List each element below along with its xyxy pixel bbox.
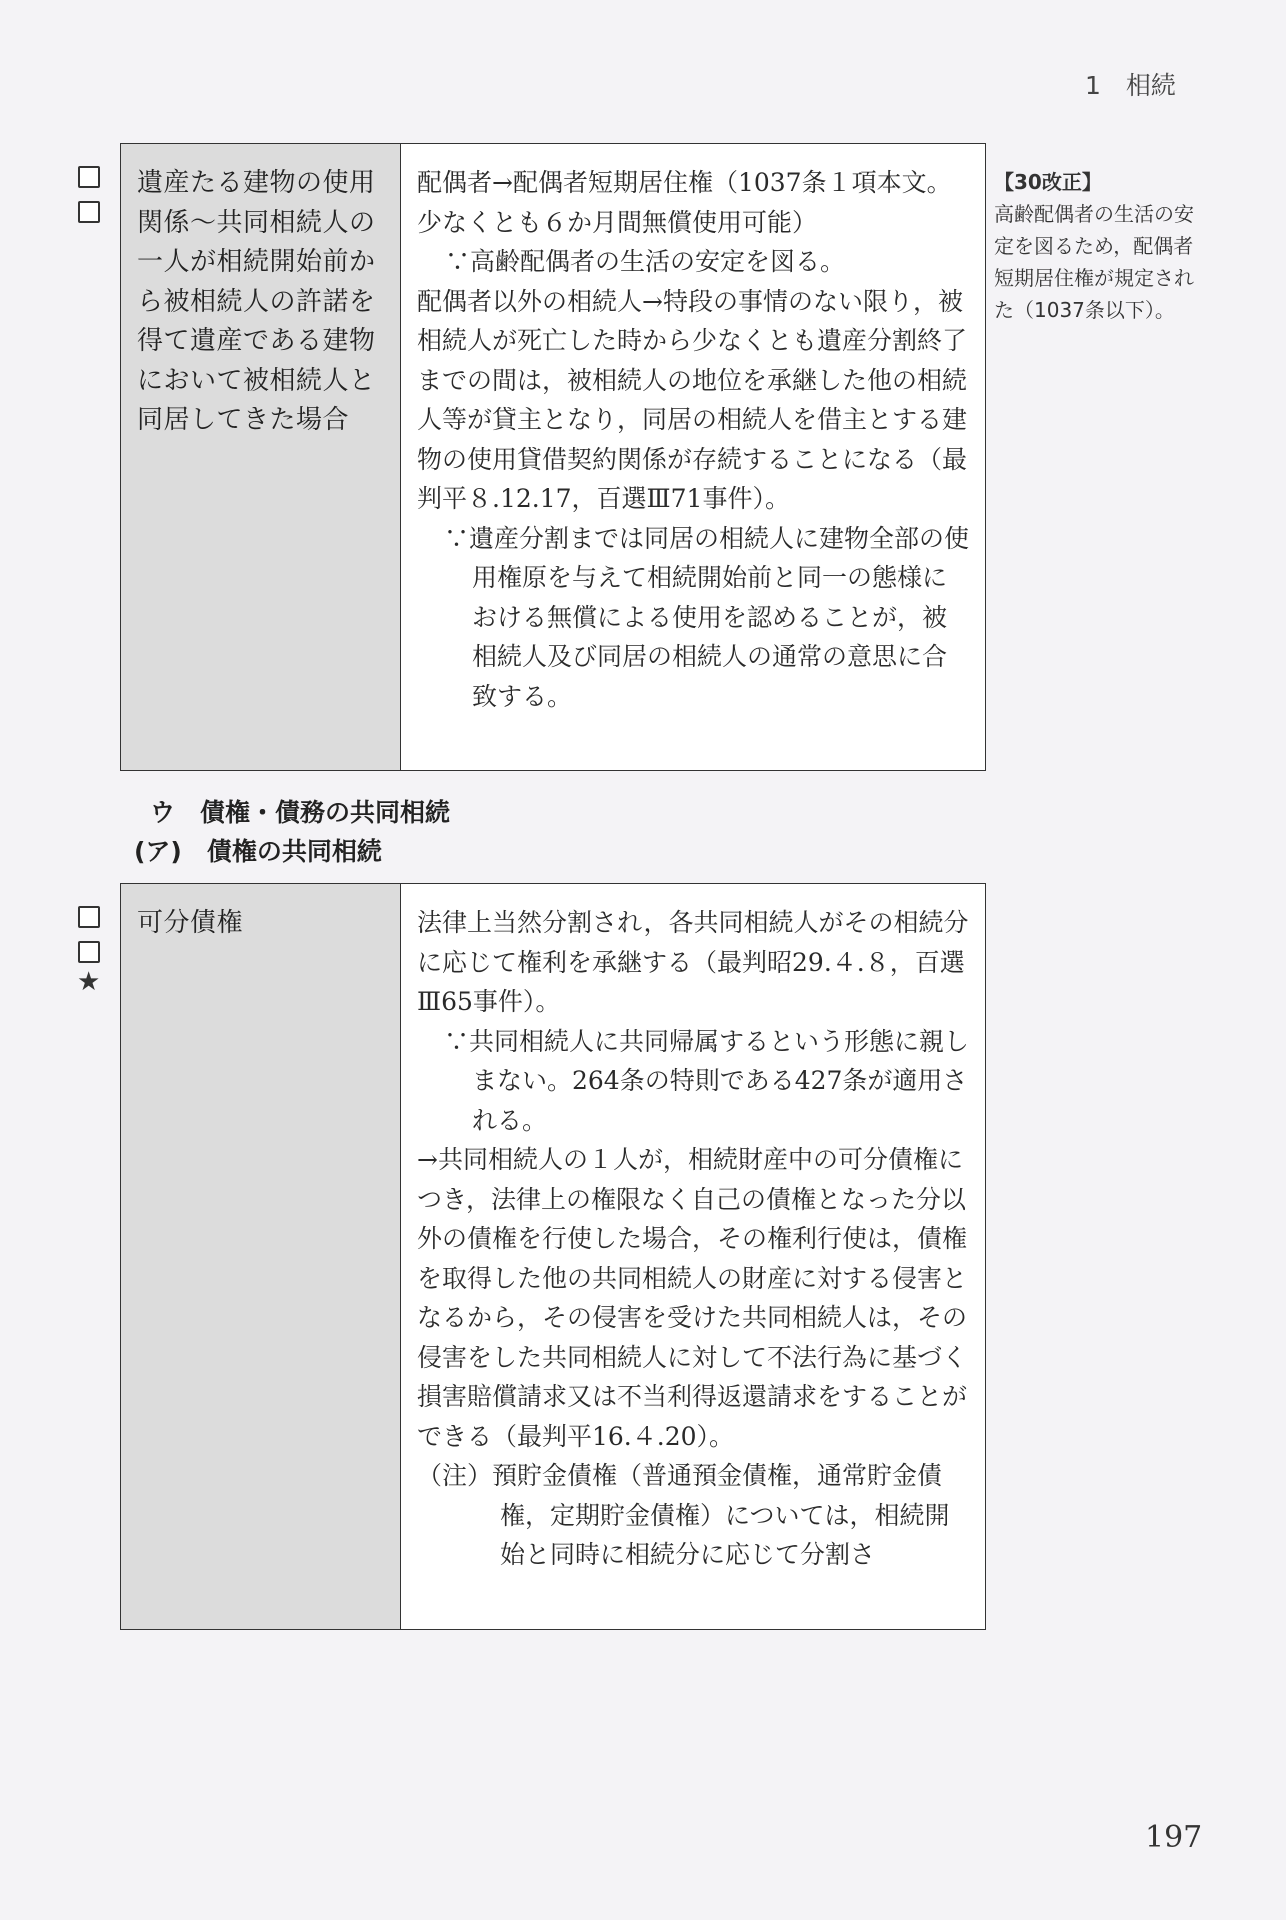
section-heading-u: ウ 債権・債務の共同相続	[150, 798, 451, 827]
section-heading-a: (ア) 債権の共同相続	[134, 837, 382, 866]
paragraph: 配偶者以外の相続人→特段の事情のない限り，被相続人が死亡した時から少なくとも遺産分割終了までの間は，被相続人の地位を承継した他の相続人等が貸主となり，同居の相続人を借主とする建物の使用貸借契約関係が存続することになる（最判平８.12.17，百選Ⅲ71事件）。	[417, 286, 968, 513]
checkbox[interactable]	[78, 906, 100, 928]
side-note	[994, 166, 1194, 326]
reason-line: ∵共同相続人に共同帰属するという形態に親しまない。264条の特則である427条が適用される。	[444, 1026, 970, 1135]
topic-cell: 可分債権	[121, 884, 401, 1629]
checkbox[interactable]	[78, 941, 100, 963]
side-note-heading: 【30改正】	[994, 170, 1102, 194]
checkbox-group-1	[78, 166, 100, 236]
table-inheritance-building	[120, 143, 986, 771]
side-note-body: 高齢配偶者の生活の安定を図るため，配偶者短期居住権が規定された（1037条以下）。	[994, 202, 1194, 322]
reason-line: ∵遺産分割までは同居の相続人に建物全部の使用権原を与えて相続開始前と同一の態様における無償による使用を認めることが，被相続人及び同居の相続人の通常の意思に合致する。	[444, 523, 970, 711]
note-line: （注）預貯金債権（普通預金債権，通常貯金債権，定期貯金債権）については，相続開始と同時に相続分に応じて分割さ	[417, 1461, 950, 1569]
page-number: 197	[1145, 1820, 1203, 1855]
paragraph: 法律上当然分割され，各共同相続人がその相続分に応じて権利を承継する（最判昭29.４.８，百選Ⅲ65事件）。	[417, 908, 969, 1016]
paragraph: 配偶者→配偶者短期居住権（1037条１項本文。少なくとも６か月間無償使用可能）	[417, 168, 952, 237]
star-icon: ★	[77, 967, 101, 997]
explanation-cell	[401, 884, 985, 1629]
paragraph: →共同相続人の１人が，相続財産中の可分債権につき，法律上の権限なく自己の債権となった分以外の債権を行使した場合，その権利行使は，債権を取得した他の共同相続人の財産に対する侵害となるから，その侵害を受けた共同相続人は，その侵害をした共同相続人に対して不法行為に基づく損害賠償請求又は不当利得返還請求をすることができる（最判平16.４.20）。	[417, 1145, 968, 1451]
explanation-cell	[401, 144, 985, 770]
checkbox[interactable]	[78, 201, 100, 223]
topic-cell: 遺産たる建物の使用関係～共同相続人の一人が相続開始前から被相続人の許諾を得て遺産である建物において被相続人と同居してきた場合	[121, 144, 401, 770]
table-divisible-claims	[120, 883, 986, 1630]
reason-line: ∵高齢配偶者の生活の安定を図る。	[445, 247, 846, 276]
running-header: 1 相続	[1085, 71, 1176, 100]
checkbox-group-2	[78, 906, 100, 995]
checkbox[interactable]	[78, 166, 100, 188]
